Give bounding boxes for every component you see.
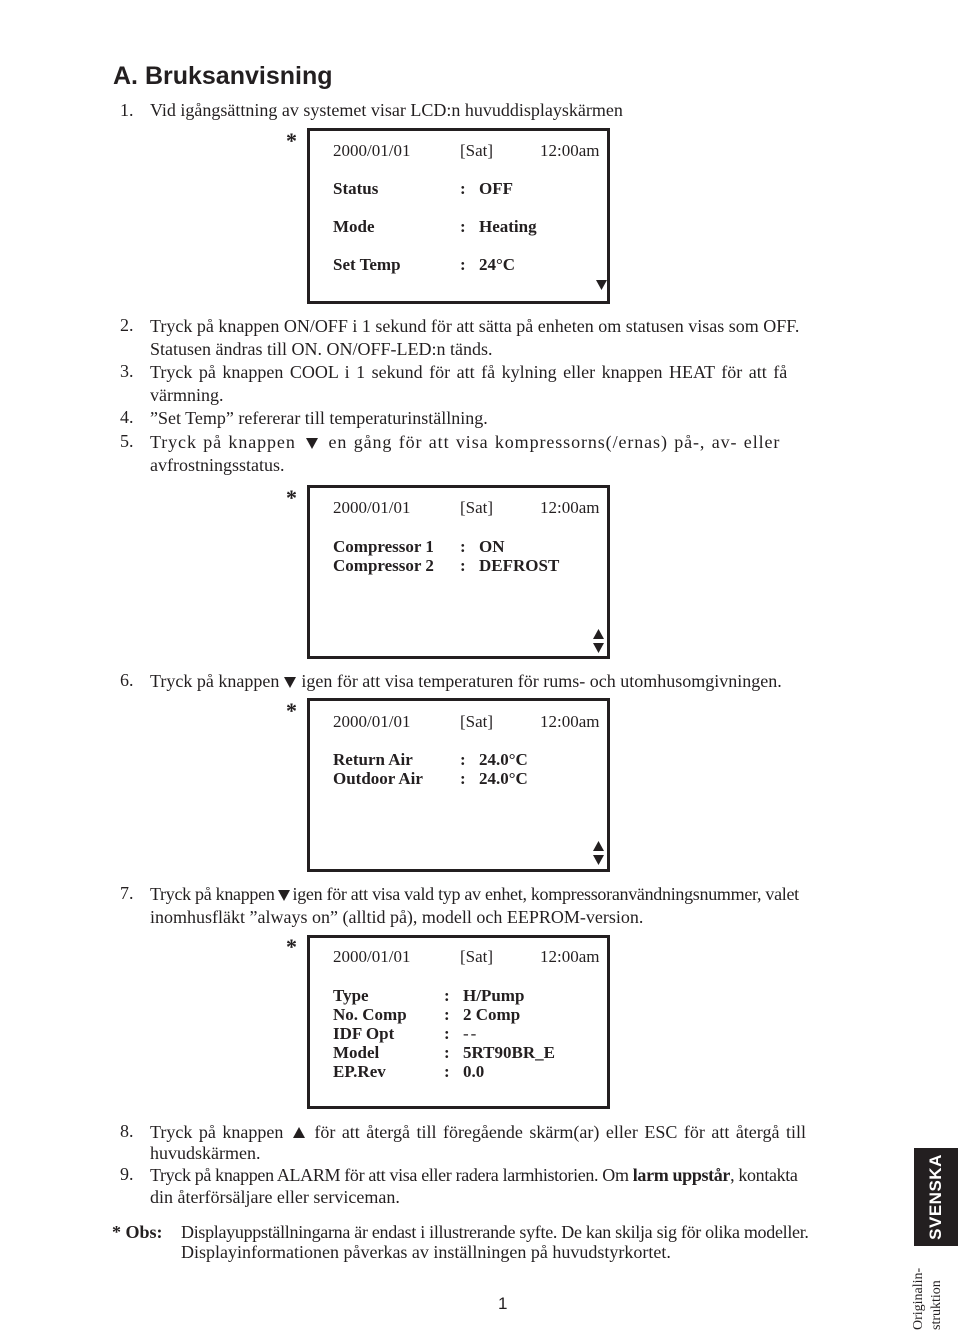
- lcd-value: 24.0°C: [479, 769, 528, 788]
- lcd-label: EP.Rev: [333, 1062, 386, 1081]
- lcd-separator: :: [460, 217, 466, 236]
- step-6-number: 6.: [120, 670, 134, 690]
- lcd-time: 12:00am: [540, 498, 600, 517]
- lcd-label: Return Air: [333, 750, 413, 769]
- lcd-label: Set Temp: [333, 255, 401, 274]
- lcd-separator: :: [444, 986, 450, 1005]
- triangle-down-icon: [593, 643, 604, 653]
- lcd-day: [Sat]: [460, 498, 494, 517]
- step-1-text: Vid igångsättning av systemet visar LCD:n huvuddisplayskärmen: [150, 100, 623, 120]
- step-3-line-2: värmning.: [150, 385, 224, 405]
- lcd-value: 24.0°C: [479, 750, 528, 769]
- side-note-line-1: Originalin-: [911, 1267, 926, 1330]
- note-label: * Obs:: [112, 1222, 163, 1242]
- lcd-date: 2000/01/01: [333, 712, 411, 731]
- lcd-separator: :: [444, 1062, 450, 1081]
- step-8-post: för att återgå till föregående skärm(ar) eller ESC för att återgå till: [314, 1122, 806, 1142]
- lcd-value: --: [463, 1024, 479, 1043]
- lcd-label: Compressor 2: [333, 556, 434, 575]
- step-7-post: igen för att visa vald typ av enhet, kompressoranvändningsnummer, valet: [292, 884, 799, 904]
- step-9-number: 9.: [120, 1164, 134, 1184]
- step-5-pre: Tryck på knappen: [150, 432, 296, 452]
- lcd-date: 2000/01/01: [333, 498, 411, 517]
- lcd-date: 2000/01/01: [333, 947, 411, 966]
- lcd-label: Type: [333, 986, 369, 1005]
- triangle-down-icon: [596, 280, 607, 290]
- step-8-line-1: [150, 1121, 895, 1144]
- lcd-label: Mode: [333, 217, 375, 236]
- lcd-value: H/Pump: [463, 986, 525, 1005]
- page-heading: A. Bruksanvisning: [113, 62, 333, 90]
- step-8-line-2: huvudskärmen.: [150, 1143, 261, 1163]
- lcd-label: Outdoor Air: [333, 769, 423, 788]
- step-2-number: 2.: [120, 315, 134, 335]
- lcd-screen-temperature: [307, 698, 610, 872]
- language-tab-label: SVENSKA: [926, 1154, 945, 1240]
- step-3-line-1: Tryck på knappen COOL i 1 sekund för att få kylning eller knappen HEAT för att få: [150, 362, 788, 382]
- lcd-separator: :: [460, 179, 466, 198]
- lcd-time: 12:00am: [540, 712, 600, 731]
- lcd-value: 2 Comp: [463, 1005, 521, 1024]
- lcd-label: Compressor 1: [333, 537, 434, 556]
- original-instruction-note: [908, 1252, 958, 1332]
- step-8-number: 8.: [120, 1121, 134, 1141]
- lcd-separator: :: [460, 750, 466, 769]
- lcd-value: DEFROST: [479, 556, 560, 575]
- triangle-down-icon: [593, 855, 604, 865]
- triangle-up-icon: [593, 629, 604, 639]
- lcd-day: [Sat]: [460, 141, 494, 160]
- step-4-text: ”Set Temp” refererar till temperaturinställning.: [150, 408, 488, 428]
- page-number: 1: [498, 1294, 508, 1313]
- lcd-label: Status: [333, 179, 379, 198]
- step-4-number: 4.: [120, 407, 134, 427]
- step-8-pre: Tryck på knappen: [150, 1122, 284, 1142]
- step-9-line-2: din återförsäljare eller serviceman.: [150, 1187, 400, 1207]
- language-tab: [914, 1148, 958, 1246]
- lcd-label: No. Comp: [333, 1005, 407, 1024]
- step-9-post: , kontakta: [730, 1165, 798, 1185]
- lcd-separator: :: [444, 1005, 450, 1024]
- step-9-bold: larm uppstår: [632, 1165, 731, 1185]
- lcd-label: Model: [333, 1043, 380, 1062]
- lcd-value: 24°C: [479, 255, 516, 274]
- note-line-2: Displayinformationen påverkas av inställningen på huvudstyrkortet.: [181, 1242, 671, 1262]
- lcd-time: 12:00am: [540, 141, 600, 160]
- lcd-separator: :: [444, 1043, 450, 1062]
- step-5-line-2: avfrostningsstatus.: [150, 455, 285, 475]
- triangle-up-icon: [293, 1127, 305, 1138]
- step-1-number: 1.: [120, 100, 134, 120]
- lcd-separator: :: [460, 556, 466, 575]
- screen-2-asterisk: *: [286, 485, 297, 510]
- side-note-line-2: struktion: [929, 1280, 944, 1330]
- step-6-line-1: [150, 670, 895, 693]
- triangle-down-icon: [278, 890, 290, 901]
- screen-4-asterisk: *: [286, 934, 297, 959]
- step-7-line-1: [150, 883, 895, 906]
- step-2-line-2: Statusen ändras till ON. ON/OFF-LED:n tänds.: [150, 339, 493, 359]
- step-7-line-2: inomhusfläkt ”always on” (alltid på), modell och EEPROM-version.: [150, 907, 644, 927]
- step-2-line-1: Tryck på knappen ON/OFF i 1 sekund för att sätta på enheten om statusen visas som OFF.: [150, 316, 800, 336]
- lcd-date: 2000/01/01: [333, 141, 411, 160]
- lcd-time: 12:00am: [540, 947, 600, 966]
- step-7-number: 7.: [120, 883, 134, 903]
- lcd-day: [Sat]: [460, 947, 494, 966]
- lcd-label: IDF Opt: [333, 1024, 395, 1043]
- lcd-screen-compressor: [307, 485, 610, 659]
- screen-3-asterisk: *: [286, 698, 297, 723]
- screen-1-asterisk: *: [286, 128, 297, 153]
- step-6-post: igen för att visa temperaturen för rums- och utomhusomgivningen.: [301, 671, 782, 691]
- triangle-down-icon: [306, 438, 318, 449]
- lcd-value: OFF: [479, 179, 513, 198]
- lcd-separator: :: [460, 537, 466, 556]
- lcd-value: ON: [479, 537, 505, 556]
- triangle-up-icon: [593, 841, 604, 851]
- step-5-line-1: [150, 431, 895, 454]
- step-3-number: 3.: [120, 361, 134, 381]
- lcd-value: 5RT90BR_E: [463, 1043, 555, 1062]
- lcd-screen-main: [307, 128, 610, 304]
- step-5-post: en gång för att visa kompressorns(/ernas) på-, av- eller: [328, 432, 781, 452]
- note-line-1: Displayuppställningarna är endast i illustrerande syfte. De kan skilja sig för olika modeller.: [181, 1222, 809, 1242]
- step-9-pre: Tryck på knappen ALARM för att visa eller radera larmhistorien. Om: [150, 1165, 633, 1185]
- step-9-line-1: [150, 1164, 895, 1187]
- step-7-pre: Tryck på knappen: [150, 884, 275, 904]
- lcd-day: [Sat]: [460, 712, 494, 731]
- lcd-value: 0.0: [463, 1062, 485, 1081]
- lcd-screen-unit-info: [307, 935, 610, 1109]
- step-5-number: 5.: [120, 431, 134, 451]
- lcd-separator: :: [460, 255, 466, 274]
- lcd-separator: :: [460, 769, 466, 788]
- triangle-down-icon: [284, 677, 296, 688]
- lcd-value: Heating: [479, 217, 537, 236]
- lcd-separator: :: [444, 1024, 450, 1043]
- step-6-pre: Tryck på knappen: [150, 671, 280, 691]
